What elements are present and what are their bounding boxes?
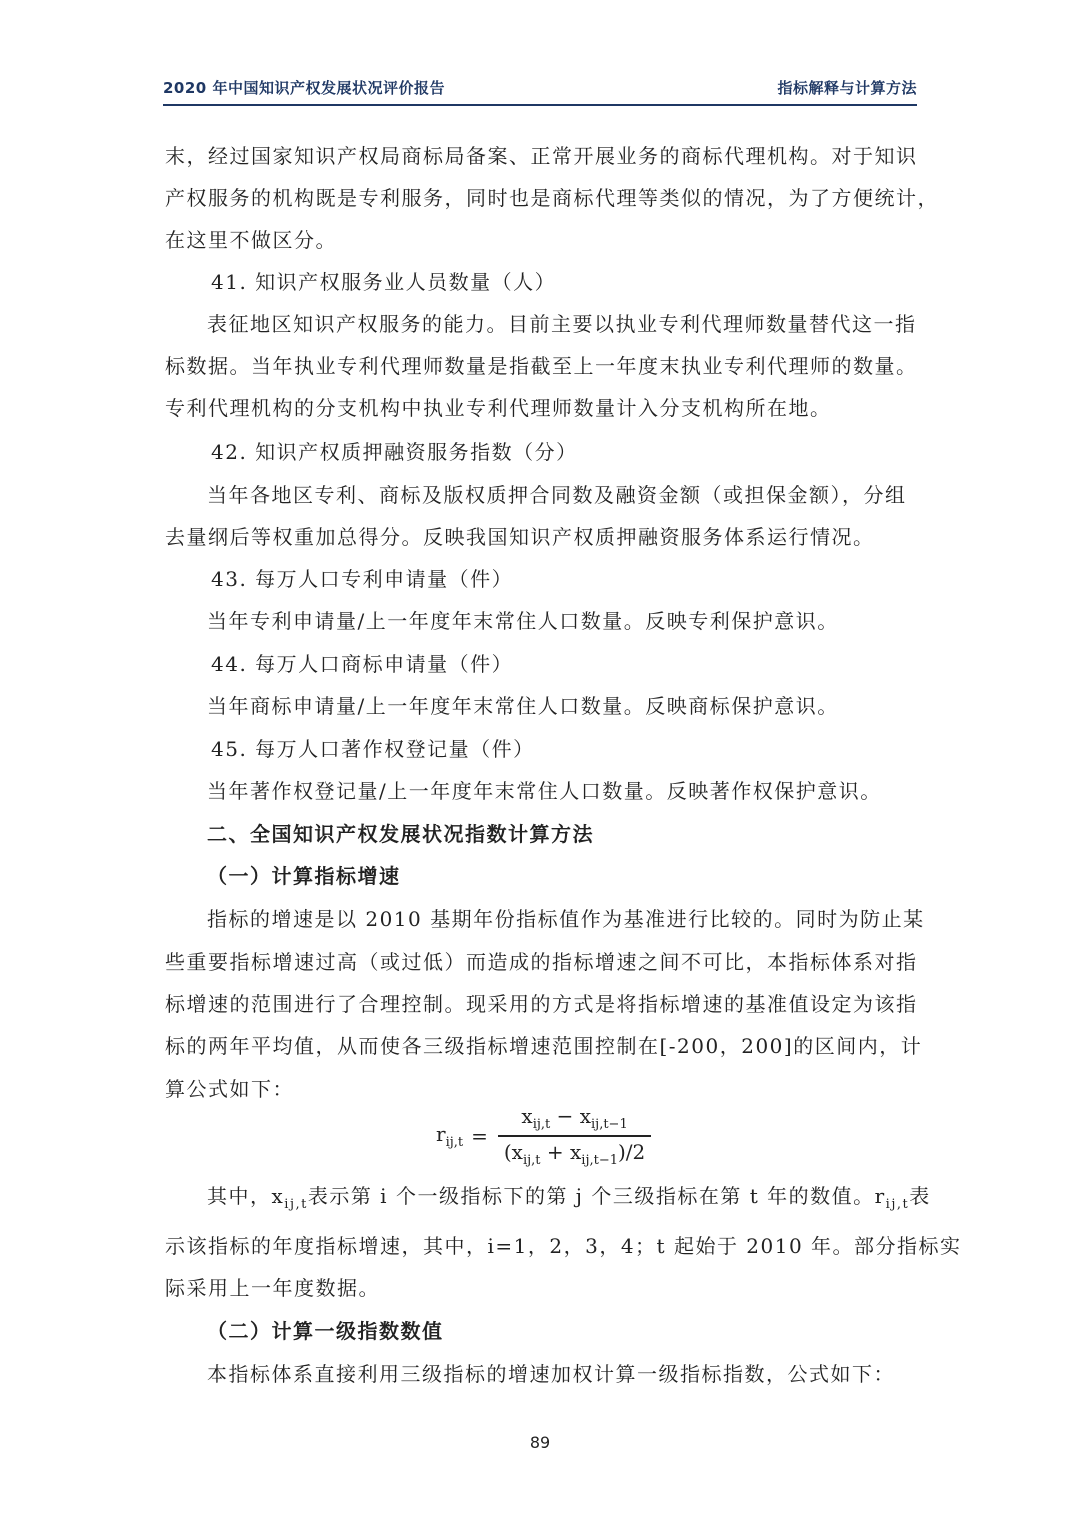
text-line: 当年著作权登记量/上一年度年末常住人口数量。反映著作权保护意识。 [207,779,882,803]
page-header [163,70,917,106]
text-line: 标增速的范围进行了合理控制。现采用的方式是将指标增速的基准值设定为该指 [165,992,918,1016]
text-line: 当年专利申请量/上一年度年末常住人口数量。反映专利保护意识。 [207,609,839,633]
text-line: 产权服务的机构既是专利服务，同时也是商标代理等类似的情况，为了方便统计， [165,186,939,210]
text-line: 末，经过国家知识产权局商标局备案、正常开展业务的商标代理机构。对于知识 [165,144,918,168]
header-report-title: 2020 年中国知识产权发展状况评价报告 [163,79,445,97]
text-line: 示该指标的年度指标增速，其中，i=1，2，3，4；t 起始于 2010 年。部分指标实 [165,1234,962,1258]
formula-denominator: $(x_{ij,t} + x_{ij,t-1})/2$ [503,1139,646,1168]
formula-lhs: $r_{ij,t}$ [436,1121,464,1150]
formula-fraction [498,1104,651,1168]
formula-numerator: $x_{ij,t} - x_{ij,t-1}$ [521,1104,628,1132]
subsection-heading: （一）计算指标增速 [207,864,401,888]
text-line: 际采用上一年度数据。 [165,1276,380,1300]
header-section-title: 指标解释与计算方法 [777,79,917,97]
subsection-heading: （二）计算一级指数数值 [207,1319,444,1343]
text-line: 算公式如下： [165,1077,294,1101]
item-41-title: 41. 知识产权服务业人员数量（人） [211,270,557,294]
text-line: 标数据。当年执业专利代理师数量是指截至上一年度末执业专利代理师的数量。 [165,354,918,378]
formula-equals: = [471,1123,488,1148]
item-43-title: 43. 每万人口专利申请量（件） [211,567,514,591]
text-line: 表征地区知识产权服务的能力。目前主要以执业专利代理师数量替代这一指 [207,312,917,336]
text-line: 指标的增速是以 2010 基期年份指标值作为基准进行比较的。同时为防止某 [207,907,925,931]
text-line: 去量纲后等权重加总得分。反映我国知识产权质押融资服务体系运行情况。 [165,525,875,549]
item-44-title: 44. 每万人口商标申请量（件） [211,652,514,676]
page-number: 89 [529,1433,551,1452]
section-heading: 二、全国知识产权发展状况指数计算方法 [207,822,594,846]
formula-explanation-line: 其中，$x_{ij,t}$表示第 i 个一级指标下的第 j 个三级指标在第 t 年的数值。$r_{ij,t}$表 [207,1184,931,1212]
text-line: 标的两年平均值，从而使各三级指标增速范围控制在[-200，200]的区间内，计 [165,1034,923,1058]
text-line: 专利代理机构的分支机构中执业专利代理师数量计入分支机构所在地。 [165,396,832,420]
text-line: 本指标体系直接利用三级指标的增速加权计算一级指标指数，公式如下： [207,1362,895,1386]
text-line: 当年各地区专利、商标及版权质押合同数及融资金额（或担保金额），分组 [207,483,907,507]
text-line: 些重要指标增速过高（或过低）而造成的指标增速之间不可比，本指标体系对指 [165,950,918,974]
text-line: 在这里不做区分。 [165,228,337,252]
item-45-title: 45. 每万人口著作权登记量（件） [211,737,535,761]
growth-rate-formula [436,1104,651,1168]
text-line: 当年商标申请量/上一年度年末常住人口数量。反映商标保护意识。 [207,694,839,718]
item-42-title: 42. 知识产权质押融资服务指数（分） [211,440,578,464]
